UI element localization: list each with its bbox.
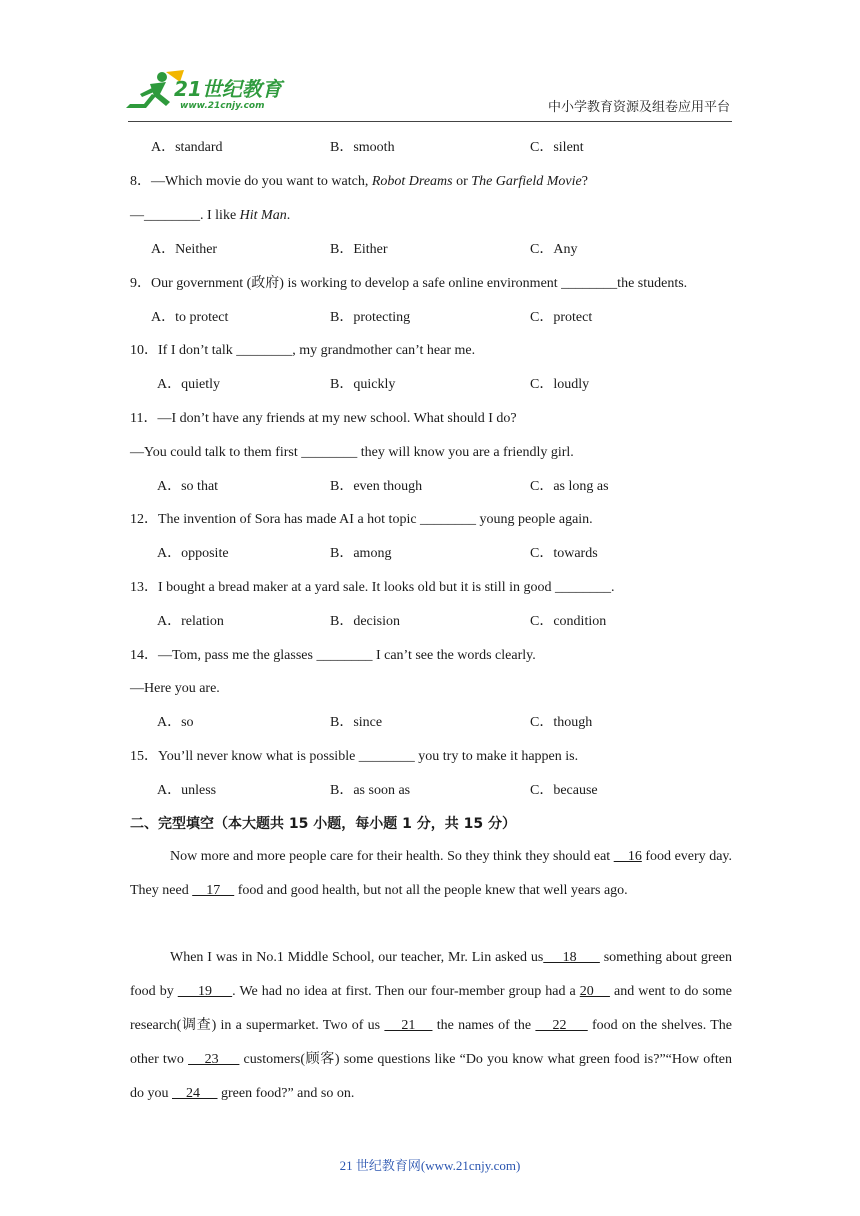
header-divider bbox=[128, 121, 732, 122]
q11-option-b: B．even though bbox=[330, 479, 423, 494]
blank-21: 21 bbox=[384, 1018, 433, 1033]
blank-16: 16 bbox=[613, 849, 642, 864]
q13-option-b: B．decision bbox=[330, 614, 400, 629]
logo bbox=[122, 68, 292, 116]
q15-option-a: A．unless bbox=[157, 783, 217, 798]
q9-option-b: B．protecting bbox=[330, 310, 411, 325]
q15-option-b: B．as soon as bbox=[330, 783, 411, 798]
q14-stem: 14．—Tom, pass me the glasses ________ I can’t see the words clearly. bbox=[130, 648, 536, 663]
blank-23: 23 bbox=[188, 1052, 240, 1067]
q11-option-c: C．as long as bbox=[530, 479, 609, 494]
q10-option-a: A．quietly bbox=[157, 377, 220, 392]
q9-stem: 9．Our government (政府) is working to develop a safe online environment ________the students. bbox=[130, 276, 688, 291]
q12-option-b: B．among bbox=[330, 546, 392, 561]
logo-url: www.21cnjy.com bbox=[180, 101, 265, 111]
q13-option-a: A．relation bbox=[157, 614, 224, 629]
q11-reply: —You could talk to them first ________ they will know you are a friendly girl. bbox=[130, 445, 574, 460]
q14-option-a: A．so bbox=[157, 715, 194, 730]
footer-link[interactable]: 21 世纪教育网(www.21cnjy.com) bbox=[339, 1158, 521, 1173]
passage-paragraph-1: Now more and more people care for their health. So they think they should eat 16 food every day. They need 17 food and good health, but not all the people knew that well years ago. bbox=[130, 849, 733, 898]
q10-stem: 10．If I don’t talk ________, my grandmother can’t hear me. bbox=[130, 343, 476, 358]
q15-option-c: C．because bbox=[530, 783, 598, 798]
q9-option-a: A．to protect bbox=[151, 310, 229, 325]
q12-option-a: A．opposite bbox=[157, 546, 229, 561]
q12-option-c: C．towards bbox=[530, 546, 598, 561]
q13-option-c: C．condition bbox=[530, 614, 607, 629]
q8-option-a: A．Neither bbox=[151, 242, 218, 257]
q15-stem: 15．You’ll never know what is possible ________ you try to make it happen is. bbox=[130, 749, 579, 764]
q10-option-b: B．quickly bbox=[330, 377, 396, 392]
section-heading: 二、完型填空（本大题共 15 小题，每小题 1 分，共 15 分） bbox=[130, 816, 516, 832]
q11-stem: 11．—I don’t have any friends at my new school. What should I do? bbox=[130, 411, 517, 426]
blank-24: 24 bbox=[172, 1086, 218, 1101]
q14-option-b: B．since bbox=[330, 715, 383, 730]
q7-option-b: B．smooth bbox=[330, 140, 395, 155]
platform-name: 中小学教育资源及组卷应用平台 bbox=[547, 99, 730, 114]
q9-option-c: C．protect bbox=[530, 310, 593, 325]
q14-option-c: C．though bbox=[530, 715, 593, 730]
blank-20: 20 bbox=[579, 984, 610, 999]
q8-stem: 8．—Which movie do you want to watch, Robot Dreams or The Garfield Movie? bbox=[130, 174, 588, 189]
q7-option-c: C．silent bbox=[530, 140, 584, 155]
blank-19: 19 bbox=[177, 984, 233, 999]
q7-option-a: A．standard bbox=[151, 140, 223, 155]
q8-reply: —________. I like Hit Man. bbox=[130, 208, 291, 223]
q10-option-c: C．loudly bbox=[530, 377, 590, 392]
q13-stem: 13．I bought a bread maker at a yard sale. It looks old but it is still in good ________. bbox=[130, 580, 615, 595]
blank-18: 18 bbox=[543, 950, 600, 965]
q11-option-a: A．so that bbox=[157, 479, 219, 494]
q12-stem: 12．The invention of Sora has made AI a hot topic ________ young people again. bbox=[130, 512, 593, 527]
passage-paragraph-2: When I was in No.1 Middle School, our teacher, Mr. Lin asked us 18 something about green food by 19 . We had no idea at first. Then our four-member group had a 20 and went to do some research(调查) in a supermarket. Two of us 21 the names of the 22 food on the shelves. The other two 23 customers(顾客) some questions like “Do you know what green food is?”“How often do you 24 green food?” and so on. bbox=[130, 950, 733, 1101]
blank-17: 17 bbox=[192, 883, 235, 898]
q14-reply: —Here you are. bbox=[130, 681, 220, 696]
q8-option-c: C．Any bbox=[530, 242, 578, 257]
logo-text: 21世纪教育 bbox=[174, 77, 282, 101]
q8-option-b: B．Either bbox=[330, 242, 388, 257]
blank-22: 22 bbox=[535, 1018, 588, 1033]
